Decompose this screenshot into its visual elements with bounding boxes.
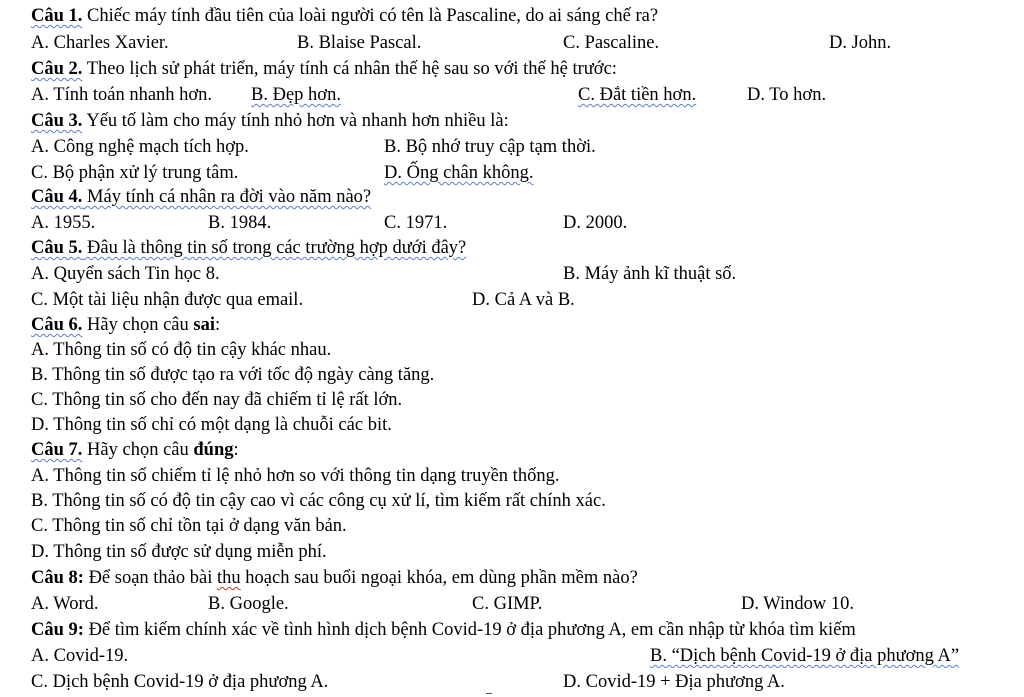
question-8-options xyxy=(0,592,1024,616)
question-1 xyxy=(0,4,1024,28)
page-artifact-mark xyxy=(486,693,492,694)
question-6-option-b xyxy=(0,363,1024,387)
option-4d: D. 2000. xyxy=(563,213,628,233)
option-3d: D. Ống chân không. xyxy=(384,163,534,183)
question-6 xyxy=(0,313,1024,337)
option-5a: A. Quyển sách Tin học 8. xyxy=(31,264,220,284)
question-2-options xyxy=(0,83,1024,107)
question-9 xyxy=(0,618,1024,642)
question-3-text: Yếu tố làm cho máy tính nhỏ hơn và nhanh hơn nhiều là: xyxy=(82,111,509,131)
question-7-option-a xyxy=(0,464,1024,488)
option-2c: C. Đắt tiền hơn. xyxy=(578,85,697,105)
option-6c: C. Thông tin số cho đến nay đã chiếm tỉ lệ rất lớn. xyxy=(31,390,403,410)
option-4a: A. 1955. xyxy=(31,213,96,233)
question-4-number: Câu 4. xyxy=(31,187,83,207)
option-1b: B. Blaise Pascal. xyxy=(297,33,422,53)
question-6-text-pre: Hãy chọn câu xyxy=(82,315,194,335)
question-9-text: Để tìm kiếm chính xác về tình hình dịch bệnh Covid-19 ở địa phương A, em cần nhập từ khóa tìm kiếm xyxy=(83,620,856,640)
option-7b: B. Thông tin số có độ tin cậy cao vì các công cụ xử lí, tìm kiếm rất chính xác. xyxy=(31,491,606,511)
option-9b: B. “Dịch bệnh Covid-19 ở địa phương A” xyxy=(650,646,960,666)
question-9-number: Câu 9: xyxy=(31,620,84,640)
option-3b: B. Bộ nhớ truy cập tạm thời. xyxy=(384,137,596,157)
question-7-heading xyxy=(31,438,239,462)
question-6-keyword: sai xyxy=(193,315,215,335)
question-1-heading xyxy=(31,4,658,28)
option-5d: D. Cả A và B. xyxy=(472,290,575,310)
option-8d: D. Window 10. xyxy=(741,594,854,614)
option-1d: D. John. xyxy=(829,33,892,53)
option-4c: C. 1971. xyxy=(384,213,448,233)
question-4-options xyxy=(0,211,1024,235)
question-6-heading xyxy=(31,313,220,337)
question-4 xyxy=(0,185,1024,209)
option-3c: C. Bộ phận xử lý trung tâm. xyxy=(31,163,239,183)
question-6-option-a xyxy=(0,338,1024,362)
option-9a: A. Covid-19. xyxy=(31,646,129,666)
question-7-text-post: : xyxy=(233,440,239,460)
question-2-text: Theo lịch sử phát triển, máy tính cá nhân thế hệ sau so với thế hệ trước: xyxy=(82,59,617,79)
option-1a: A. Charles Xavier. xyxy=(31,33,169,53)
question-3 xyxy=(0,109,1024,133)
option-6b: B. Thông tin số được tạo ra với tốc độ ngày càng tăng. xyxy=(31,365,435,385)
question-7-number: Câu 7. xyxy=(31,440,83,460)
option-6a: A. Thông tin số có độ tin cậy khác nhau. xyxy=(31,340,332,360)
option-9d: D. Covid-19 + Địa phương A. xyxy=(563,672,785,692)
question-5-number: Câu 5. xyxy=(31,238,83,258)
question-7-option-d xyxy=(0,540,1024,564)
question-7-text-pre: Hãy chọn câu xyxy=(82,440,194,460)
question-3-heading xyxy=(31,109,509,133)
question-8-text-pre: Để soạn thảo bài xyxy=(83,568,217,588)
question-4-heading xyxy=(31,185,371,209)
question-9-options-row2 xyxy=(0,670,1024,694)
question-6-text-post: : xyxy=(214,315,221,335)
question-7-option-b xyxy=(0,489,1024,513)
question-3-number: Câu 3. xyxy=(31,111,83,131)
option-2b: B. Đẹp hơn. xyxy=(251,85,341,105)
question-6-option-d xyxy=(0,413,1024,437)
question-8-number: Câu 8: xyxy=(31,568,84,588)
question-1-text: Chiếc máy tính đầu tiên của loài người có tên là Pascaline, do ai sáng chế ra? xyxy=(82,6,659,26)
question-8 xyxy=(0,566,1024,590)
option-7a: A. Thông tin số chiếm tỉ lệ nhỏ hơn so với thông tin dạng truyền thống. xyxy=(31,466,560,486)
option-2a: A. Tính toán nhanh hơn. xyxy=(31,85,213,105)
option-6d: D. Thông tin số chỉ có một dạng là chuỗi các bit. xyxy=(31,415,392,435)
option-2d: D. To hơn. xyxy=(747,85,827,105)
option-1c: C. Pascaline. xyxy=(563,33,660,53)
question-8-flagged-word: thu xyxy=(217,568,241,588)
option-7c: C. Thông tin số chỉ tồn tại ở dạng văn bản. xyxy=(31,516,347,536)
question-1-options xyxy=(0,31,1024,55)
question-3-options-row2 xyxy=(0,161,1024,185)
option-7d: D. Thông tin số được sử dụng miễn phí. xyxy=(31,542,327,562)
question-2-number: Câu 2. xyxy=(31,59,83,79)
question-5-text: Đâu là thông tin số trong các trường hợp dưới đây? xyxy=(82,238,467,258)
question-2-heading xyxy=(31,57,617,81)
option-5c: C. Một tài liệu nhận được qua email. xyxy=(31,290,304,310)
question-2 xyxy=(0,57,1024,81)
question-5 xyxy=(0,236,1024,260)
question-5-options-row2 xyxy=(0,288,1024,312)
question-5-heading xyxy=(31,236,466,260)
question-7 xyxy=(0,438,1024,462)
question-1-number: Câu 1. xyxy=(31,6,83,26)
question-6-option-c xyxy=(0,388,1024,412)
option-8b: B. Google. xyxy=(208,594,289,614)
option-8a: A. Word. xyxy=(31,594,99,614)
question-6-number: Câu 6. xyxy=(31,315,83,335)
option-3a: A. Công nghệ mạch tích hợp. xyxy=(31,137,249,157)
question-8-heading xyxy=(31,566,638,590)
option-5b: B. Máy ảnh kĩ thuật số. xyxy=(563,264,737,284)
question-7-keyword: đúng xyxy=(193,440,234,460)
question-3-options-row1 xyxy=(0,135,1024,159)
question-7-option-c xyxy=(0,514,1024,538)
option-4b: B. 1984. xyxy=(208,213,272,233)
option-9c: C. Dịch bệnh Covid-19 ở địa phương A. xyxy=(31,672,329,692)
question-9-options-row1 xyxy=(0,644,1024,668)
question-8-text-post: hoạch sau buổi ngoại khóa, em dùng phần mềm nào? xyxy=(240,568,638,588)
question-5-options-row1 xyxy=(0,262,1024,286)
question-4-text: Máy tính cá nhân ra đời vào năm nào? xyxy=(82,187,372,207)
option-8c: C. GIMP. xyxy=(472,594,543,614)
question-9-heading xyxy=(31,618,856,642)
